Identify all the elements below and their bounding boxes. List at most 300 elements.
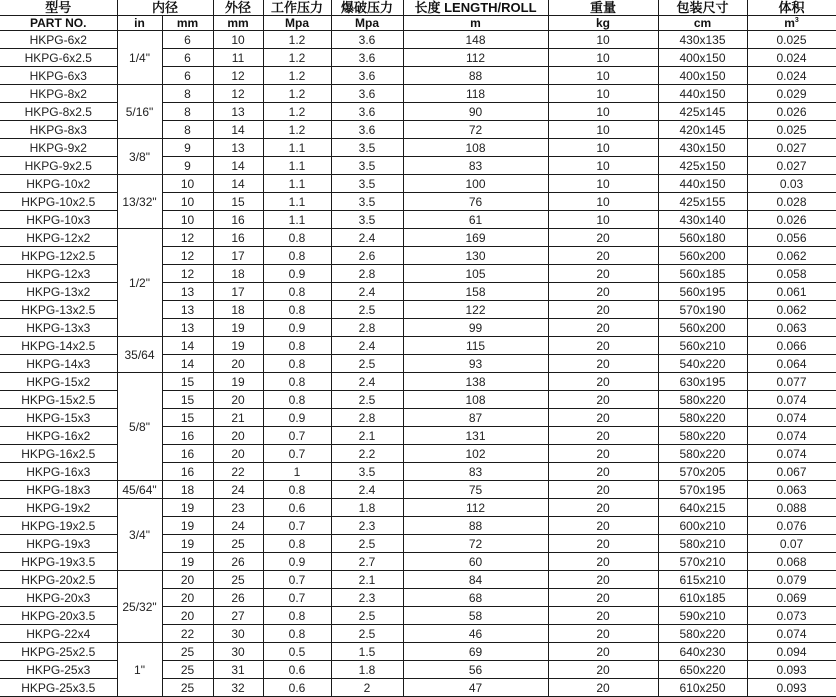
header-row-chinese — [0, 0, 836, 16]
cell-burst-pressure: 2.5 — [331, 607, 403, 625]
cell-package-size: 540x220 — [658, 355, 747, 373]
cell-inner-mm: 25 — [162, 643, 213, 661]
cell-package-size: 400x150 — [658, 67, 747, 85]
header-part-no: PART NO. — [0, 16, 117, 31]
cell-burst-pressure: 2.5 — [331, 355, 403, 373]
cell-inner-mm: 8 — [162, 103, 213, 121]
cell-length: 56 — [403, 661, 548, 679]
cell-outer-mm: 18 — [213, 301, 263, 319]
cell-inch-size: 13/32" — [117, 175, 162, 229]
cell-outer-mm: 19 — [213, 337, 263, 355]
cell-length: 72 — [403, 535, 548, 553]
cell-burst-pressure: 3.6 — [331, 31, 403, 49]
cell-length: 72 — [403, 121, 548, 139]
cell-volume: 0.067 — [747, 463, 836, 481]
cell-weight: 20 — [548, 301, 658, 319]
cell-burst-pressure: 1.8 — [331, 661, 403, 679]
cell-inner-mm: 16 — [162, 427, 213, 445]
cell-length: 87 — [403, 409, 548, 427]
cell-outer-mm: 26 — [213, 589, 263, 607]
cell-package-size: 560x180 — [658, 229, 747, 247]
cell-package-size: 610x185 — [658, 589, 747, 607]
cell-weight: 10 — [548, 211, 658, 229]
cell-part-no: HKPG-19x2.5 — [0, 517, 117, 535]
cell-length: 69 — [403, 643, 548, 661]
cell-weight: 10 — [548, 139, 658, 157]
cell-weight: 20 — [548, 571, 658, 589]
cell-inner-mm: 12 — [162, 229, 213, 247]
cell-volume: 0.088 — [747, 499, 836, 517]
cell-outer-mm: 10 — [213, 31, 263, 49]
cell-part-no: HKPG-19x3 — [0, 535, 117, 553]
cell-burst-pressure: 2.4 — [331, 337, 403, 355]
cell-volume: 0.058 — [747, 265, 836, 283]
cell-package-size: 580x220 — [658, 391, 747, 409]
cell-working-pressure: 0.8 — [263, 229, 331, 247]
unit-length: m — [403, 16, 548, 31]
cell-length: 84 — [403, 571, 548, 589]
cell-burst-pressure: 2.5 — [331, 535, 403, 553]
cell-part-no: HKPG-13x2 — [0, 283, 117, 301]
cell-weight: 20 — [548, 409, 658, 427]
cell-outer-mm: 11 — [213, 49, 263, 67]
cell-working-pressure: 1.1 — [263, 139, 331, 157]
cell-length: 68 — [403, 589, 548, 607]
cell-working-pressure: 1.1 — [263, 211, 331, 229]
cell-part-no: HKPG-8x2 — [0, 85, 117, 103]
cell-inner-mm: 15 — [162, 373, 213, 391]
cell-volume: 0.03 — [747, 175, 836, 193]
cell-volume: 0.069 — [747, 589, 836, 607]
cell-weight: 20 — [548, 355, 658, 373]
cell-package-size: 560x210 — [658, 337, 747, 355]
cell-burst-pressure: 3.6 — [331, 103, 403, 121]
cell-part-no: HKPG-9x2.5 — [0, 157, 117, 175]
cell-inner-mm: 6 — [162, 49, 213, 67]
cell-inner-mm: 15 — [162, 391, 213, 409]
cell-length: 60 — [403, 553, 548, 571]
cell-volume: 0.068 — [747, 553, 836, 571]
cell-inner-mm: 20 — [162, 571, 213, 589]
cell-inner-mm: 20 — [162, 589, 213, 607]
cell-volume: 0.026 — [747, 211, 836, 229]
cell-package-size: 430x150 — [658, 139, 747, 157]
cell-part-no: HKPG-6x2.5 — [0, 49, 117, 67]
cell-inch-size: 1" — [117, 643, 162, 697]
cell-inner-mm: 14 — [162, 355, 213, 373]
cell-inner-mm: 19 — [162, 535, 213, 553]
cell-burst-pressure: 2.3 — [331, 589, 403, 607]
cell-length: 169 — [403, 229, 548, 247]
cell-outer-mm: 16 — [213, 211, 263, 229]
cell-part-no: HKPG-13x3 — [0, 319, 117, 337]
cell-part-no: HKPG-15x3 — [0, 409, 117, 427]
cell-outer-mm: 24 — [213, 517, 263, 535]
cell-outer-mm: 20 — [213, 445, 263, 463]
cell-burst-pressure: 3.6 — [331, 67, 403, 85]
cell-burst-pressure: 3.6 — [331, 49, 403, 67]
cell-burst-pressure: 1.5 — [331, 643, 403, 661]
cell-part-no: HKPG-14x3 — [0, 355, 117, 373]
cell-package-size: 560x200 — [658, 247, 747, 265]
cell-volume: 0.063 — [747, 481, 836, 499]
cell-volume: 0.077 — [747, 373, 836, 391]
cell-burst-pressure: 3.5 — [331, 193, 403, 211]
cell-package-size: 430x135 — [658, 31, 747, 49]
cell-volume: 0.056 — [747, 229, 836, 247]
header-working-pressure: 工作压力 — [263, 0, 331, 16]
cell-package-size: 650x220 — [658, 661, 747, 679]
cell-inner-mm: 18 — [162, 481, 213, 499]
cell-outer-mm: 25 — [213, 571, 263, 589]
cell-length: 46 — [403, 625, 548, 643]
cell-volume: 0.074 — [747, 391, 836, 409]
cell-working-pressure: 0.8 — [263, 373, 331, 391]
cell-part-no: HKPG-14x2.5 — [0, 337, 117, 355]
cell-length: 108 — [403, 391, 548, 409]
cell-length: 75 — [403, 481, 548, 499]
cell-volume: 0.066 — [747, 337, 836, 355]
cell-volume: 0.074 — [747, 427, 836, 445]
header-length: 长度 LENGTH/ROLL — [403, 0, 548, 16]
cell-outer-mm: 12 — [213, 67, 263, 85]
cell-working-pressure: 0.7 — [263, 571, 331, 589]
unit-id-mm: mm — [162, 16, 213, 31]
cell-part-no: HKPG-12x2 — [0, 229, 117, 247]
table-body — [0, 31, 836, 697]
cell-burst-pressure: 2.8 — [331, 409, 403, 427]
cell-outer-mm: 25 — [213, 535, 263, 553]
header-inner-diameter: 内径 — [117, 0, 213, 16]
cell-working-pressure: 0.6 — [263, 679, 331, 697]
cell-inner-mm: 9 — [162, 157, 213, 175]
cell-burst-pressure: 2.8 — [331, 265, 403, 283]
cell-burst-pressure: 3.5 — [331, 139, 403, 157]
table-row — [0, 175, 836, 193]
cell-inner-mm: 13 — [162, 283, 213, 301]
cell-outer-mm: 20 — [213, 427, 263, 445]
cell-working-pressure: 0.8 — [263, 607, 331, 625]
cell-part-no: HKPG-19x3.5 — [0, 553, 117, 571]
cell-inch-size: 1/2" — [117, 229, 162, 337]
cell-inner-mm: 15 — [162, 409, 213, 427]
cell-package-size: 425x150 — [658, 157, 747, 175]
cell-part-no: HKPG-19x2 — [0, 499, 117, 517]
table-row — [0, 571, 836, 589]
table-row — [0, 85, 836, 103]
cell-weight: 20 — [548, 679, 658, 697]
cell-package-size: 610x250 — [658, 679, 747, 697]
cell-weight: 20 — [548, 229, 658, 247]
cell-package-size: 425x155 — [658, 193, 747, 211]
cell-package-size: 570x195 — [658, 481, 747, 499]
cell-burst-pressure: 3.6 — [331, 121, 403, 139]
cell-weight: 20 — [548, 445, 658, 463]
table-row — [0, 499, 836, 517]
cell-burst-pressure: 3.6 — [331, 85, 403, 103]
cell-outer-mm: 16 — [213, 229, 263, 247]
cell-volume: 0.025 — [747, 31, 836, 49]
cell-length: 93 — [403, 355, 548, 373]
cell-length: 83 — [403, 463, 548, 481]
cell-part-no: HKPG-15x2.5 — [0, 391, 117, 409]
cell-weight: 10 — [548, 193, 658, 211]
cell-outer-mm: 14 — [213, 157, 263, 175]
cell-working-pressure: 0.9 — [263, 319, 331, 337]
cell-volume: 0.024 — [747, 49, 836, 67]
cell-length: 112 — [403, 499, 548, 517]
cell-weight: 10 — [548, 175, 658, 193]
cell-volume: 0.026 — [747, 103, 836, 121]
unit-volume — [747, 16, 836, 31]
cell-weight: 20 — [548, 535, 658, 553]
cell-outer-mm: 19 — [213, 319, 263, 337]
cell-weight: 20 — [548, 607, 658, 625]
header-weight: 重量 — [548, 0, 658, 16]
cell-working-pressure: 0.8 — [263, 625, 331, 643]
table-row — [0, 481, 836, 499]
cell-volume: 0.063 — [747, 319, 836, 337]
cell-part-no: HKPG-12x3 — [0, 265, 117, 283]
cell-outer-mm: 15 — [213, 193, 263, 211]
cell-outer-mm: 24 — [213, 481, 263, 499]
cell-inch-size: 3/4" — [117, 499, 162, 571]
table-row — [0, 643, 836, 661]
cell-weight: 20 — [548, 589, 658, 607]
cell-part-no: HKPG-8x2.5 — [0, 103, 117, 121]
cell-burst-pressure: 2.5 — [331, 625, 403, 643]
cell-package-size: 400x150 — [658, 49, 747, 67]
cell-inner-mm: 6 — [162, 67, 213, 85]
cell-weight: 20 — [548, 391, 658, 409]
cell-package-size: 615x210 — [658, 571, 747, 589]
cell-length: 115 — [403, 337, 548, 355]
cell-length: 99 — [403, 319, 548, 337]
cell-length: 131 — [403, 427, 548, 445]
cell-volume: 0.027 — [747, 139, 836, 157]
cell-length: 148 — [403, 31, 548, 49]
cell-part-no: HKPG-22x4 — [0, 625, 117, 643]
cell-inner-mm: 20 — [162, 607, 213, 625]
cell-weight: 20 — [548, 661, 658, 679]
cell-weight: 20 — [548, 265, 658, 283]
cell-burst-pressure: 2.5 — [331, 301, 403, 319]
cell-weight: 20 — [548, 481, 658, 499]
cell-length: 108 — [403, 139, 548, 157]
cell-burst-pressure: 2.6 — [331, 247, 403, 265]
cell-length: 158 — [403, 283, 548, 301]
cell-working-pressure: 1.2 — [263, 121, 331, 139]
cell-outer-mm: 32 — [213, 679, 263, 697]
cell-package-size: 600x210 — [658, 517, 747, 535]
header-row-units — [0, 16, 836, 31]
cell-weight: 20 — [548, 337, 658, 355]
cell-burst-pressure: 2.4 — [331, 373, 403, 391]
cell-part-no: HKPG-20x3.5 — [0, 607, 117, 625]
cell-inner-mm: 12 — [162, 247, 213, 265]
cell-weight: 10 — [548, 67, 658, 85]
cell-weight: 20 — [548, 247, 658, 265]
cell-burst-pressure: 2.1 — [331, 427, 403, 445]
cell-part-no: HKPG-25x3.5 — [0, 679, 117, 697]
cell-outer-mm: 18 — [213, 265, 263, 283]
cell-package-size: 430x140 — [658, 211, 747, 229]
header-part-cn: 型号 — [0, 0, 117, 16]
unit-wp: Mpa — [263, 16, 331, 31]
cell-inner-mm: 19 — [162, 517, 213, 535]
cell-working-pressure: 1 — [263, 463, 331, 481]
cell-working-pressure: 0.8 — [263, 247, 331, 265]
cell-inner-mm: 16 — [162, 445, 213, 463]
cell-weight: 10 — [548, 85, 658, 103]
cell-inch-size: 1/4" — [117, 31, 162, 85]
cell-inner-mm: 12 — [162, 265, 213, 283]
cell-length: 47 — [403, 679, 548, 697]
cell-burst-pressure: 3.5 — [331, 175, 403, 193]
cell-inch-size: 25/32" — [117, 571, 162, 643]
cell-volume: 0.074 — [747, 625, 836, 643]
table-row — [0, 373, 836, 391]
cell-volume: 0.073 — [747, 607, 836, 625]
cell-working-pressure: 0.5 — [263, 643, 331, 661]
cell-weight: 20 — [548, 283, 658, 301]
cell-weight: 20 — [548, 427, 658, 445]
cell-outer-mm: 30 — [213, 643, 263, 661]
cell-package-size: 425x145 — [658, 103, 747, 121]
cell-inner-mm: 13 — [162, 319, 213, 337]
cell-burst-pressure: 2.1 — [331, 571, 403, 589]
cell-outer-mm: 30 — [213, 625, 263, 643]
cell-outer-mm: 17 — [213, 247, 263, 265]
cell-outer-mm: 27 — [213, 607, 263, 625]
cell-package-size: 560x195 — [658, 283, 747, 301]
unit-bp: Mpa — [331, 16, 403, 31]
cell-working-pressure: 0.8 — [263, 355, 331, 373]
cell-working-pressure: 0.9 — [263, 553, 331, 571]
cell-package-size: 640x215 — [658, 499, 747, 517]
cell-burst-pressure: 1.8 — [331, 499, 403, 517]
cell-burst-pressure: 2.7 — [331, 553, 403, 571]
cell-working-pressure: 0.8 — [263, 337, 331, 355]
cell-working-pressure: 1.2 — [263, 67, 331, 85]
cell-part-no: HKPG-9x2 — [0, 139, 117, 157]
cell-inner-mm: 8 — [162, 85, 213, 103]
cell-package-size: 580x220 — [658, 445, 747, 463]
cell-working-pressure: 0.8 — [263, 301, 331, 319]
cell-weight: 20 — [548, 373, 658, 391]
cell-part-no: HKPG-20x3 — [0, 589, 117, 607]
cell-outer-mm: 20 — [213, 391, 263, 409]
cell-part-no: HKPG-12x2.5 — [0, 247, 117, 265]
cell-volume: 0.074 — [747, 409, 836, 427]
cell-working-pressure: 0.9 — [263, 265, 331, 283]
cell-volume: 0.027 — [747, 157, 836, 175]
cell-part-no: HKPG-25x2.5 — [0, 643, 117, 661]
cell-inner-mm: 13 — [162, 301, 213, 319]
cell-burst-pressure: 3.5 — [331, 211, 403, 229]
table-row — [0, 139, 836, 157]
cell-inch-size: 3/8" — [117, 139, 162, 175]
cell-part-no: HKPG-16x2 — [0, 427, 117, 445]
cell-inch-size: 5/16" — [117, 85, 162, 139]
cell-part-no: HKPG-18x3 — [0, 481, 117, 499]
cell-outer-mm: 13 — [213, 103, 263, 121]
cell-weight: 10 — [548, 103, 658, 121]
cell-working-pressure: 0.8 — [263, 535, 331, 553]
cell-inner-mm: 14 — [162, 337, 213, 355]
cell-volume: 0.062 — [747, 247, 836, 265]
cell-part-no: HKPG-8x3 — [0, 121, 117, 139]
cell-working-pressure: 0.8 — [263, 481, 331, 499]
cell-working-pressure: 1.2 — [263, 31, 331, 49]
cell-working-pressure: 0.7 — [263, 427, 331, 445]
cell-package-size: 440x150 — [658, 85, 747, 103]
unit-in: in — [117, 16, 162, 31]
cell-working-pressure: 0.8 — [263, 283, 331, 301]
cell-part-no: HKPG-10x3 — [0, 211, 117, 229]
cell-part-no: HKPG-6x2 — [0, 31, 117, 49]
cell-working-pressure: 1.1 — [263, 175, 331, 193]
cell-length: 83 — [403, 157, 548, 175]
cell-length: 76 — [403, 193, 548, 211]
cell-inch-size: 35/64 — [117, 337, 162, 373]
cell-inner-mm: 10 — [162, 175, 213, 193]
cell-volume: 0.079 — [747, 571, 836, 589]
cell-outer-mm: 21 — [213, 409, 263, 427]
cell-length: 102 — [403, 445, 548, 463]
cell-inch-size: 5/8" — [117, 373, 162, 481]
cell-working-pressure: 0.6 — [263, 499, 331, 517]
cell-inner-mm: 16 — [162, 463, 213, 481]
cell-part-no: HKPG-10x2.5 — [0, 193, 117, 211]
cell-weight: 10 — [548, 121, 658, 139]
cell-length: 58 — [403, 607, 548, 625]
cell-inner-mm: 25 — [162, 661, 213, 679]
cell-volume: 0.093 — [747, 661, 836, 679]
cell-inner-mm: 8 — [162, 121, 213, 139]
header-outer-diameter: 外径 — [213, 0, 263, 16]
cell-volume: 0.029 — [747, 85, 836, 103]
header-volume: 体积 — [747, 0, 836, 16]
cell-package-size: 570x205 — [658, 463, 747, 481]
cell-burst-pressure: 2.4 — [331, 229, 403, 247]
cell-package-size: 580x220 — [658, 427, 747, 445]
unit-volume-base: m — [784, 16, 795, 30]
cell-length: 118 — [403, 85, 548, 103]
cell-package-size: 560x185 — [658, 265, 747, 283]
cell-inner-mm: 10 — [162, 193, 213, 211]
cell-inch-size: 45/64" — [117, 481, 162, 499]
table-row — [0, 31, 836, 49]
cell-weight: 20 — [548, 463, 658, 481]
cell-working-pressure: 1.1 — [263, 157, 331, 175]
cell-package-size: 640x230 — [658, 643, 747, 661]
unit-volume-exponent: 3 — [794, 17, 799, 24]
cell-length: 105 — [403, 265, 548, 283]
cell-outer-mm: 19 — [213, 373, 263, 391]
cell-inner-mm: 19 — [162, 553, 213, 571]
cell-length: 90 — [403, 103, 548, 121]
cell-package-size: 590x210 — [658, 607, 747, 625]
cell-volume: 0.094 — [747, 643, 836, 661]
cell-inner-mm: 9 — [162, 139, 213, 157]
cell-part-no: HKPG-16x3 — [0, 463, 117, 481]
cell-length: 130 — [403, 247, 548, 265]
cell-part-no: HKPG-6x3 — [0, 67, 117, 85]
cell-package-size: 580x210 — [658, 535, 747, 553]
cell-outer-mm: 14 — [213, 175, 263, 193]
cell-inner-mm: 22 — [162, 625, 213, 643]
